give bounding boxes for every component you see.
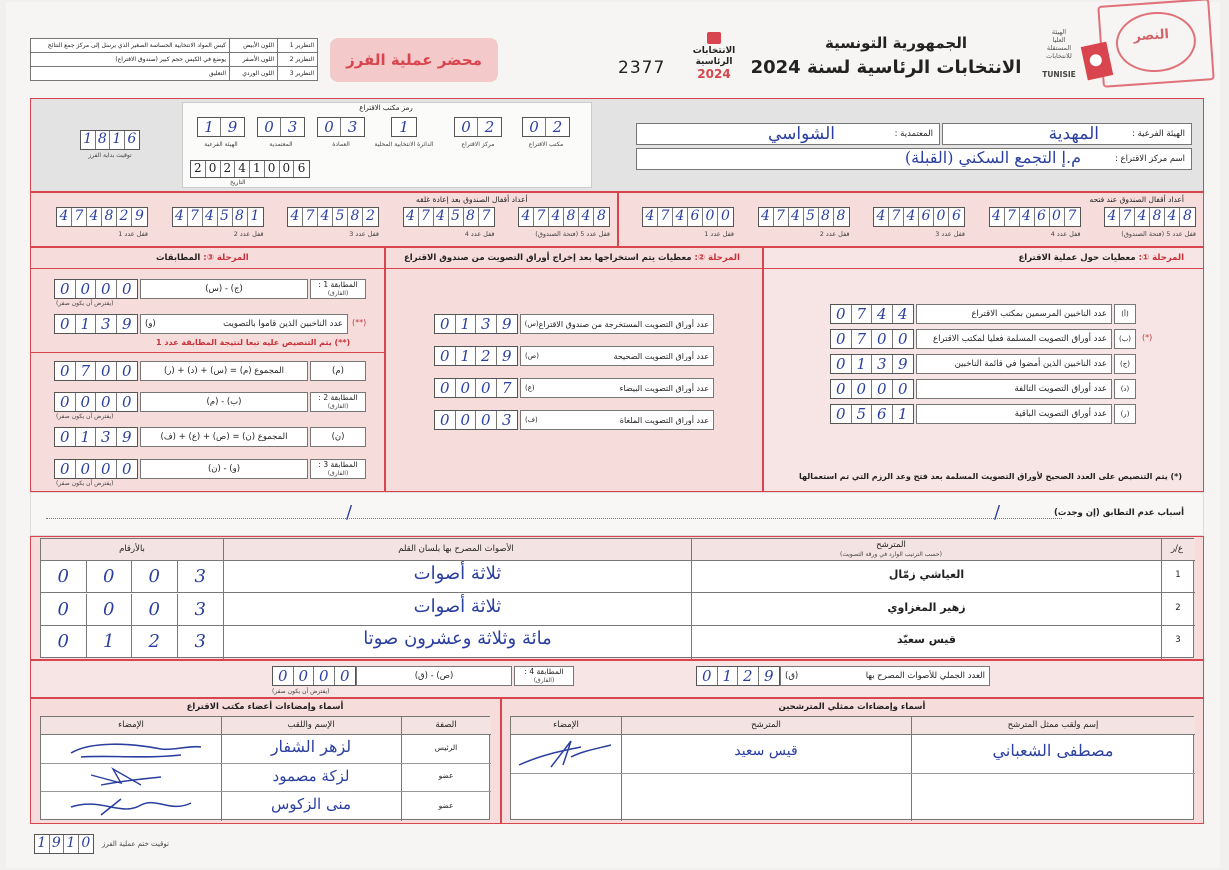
candidate-digits: 0 0 0 3 bbox=[41, 594, 223, 626]
lock-close-2: 4 7 4 5 8 1 قفل عدد 2 bbox=[170, 207, 264, 243]
voters-row: عدد الناخبين الذين قاموا بالتصويت (و) bbox=[140, 314, 348, 334]
col-num: ع/ر bbox=[1170, 544, 1183, 554]
stage1-letter: (ب) bbox=[1118, 335, 1132, 343]
lock-label: قفل عدد 3 bbox=[349, 230, 379, 238]
stage1-letter: (د) bbox=[1120, 385, 1130, 393]
end-time-label: توقيت ختم عملية الفرز bbox=[102, 840, 169, 848]
voters-mark: (**) bbox=[352, 318, 367, 327]
m4-value: 0 0 0 0 bbox=[272, 666, 356, 686]
col-name: المترشح (حسب الترتيب الوارد في ورقة التصويت) bbox=[840, 540, 942, 558]
stage1-label: عدد أوراق التصويت المسلمة فعليا لمكتب الاقتراع bbox=[933, 334, 1107, 344]
member-role: الرئيس bbox=[434, 743, 458, 752]
total-row: العدد الجملي للأصوات المصرح بها (ق) bbox=[780, 666, 990, 686]
stage1-value: 0 0 0 0 bbox=[830, 379, 914, 399]
stage1-row bbox=[796, 329, 1153, 349]
stage1-value: 0 7 0 0 bbox=[830, 329, 914, 349]
lock-label: قفل عدد 5 (فتحة الصندوق) bbox=[535, 230, 610, 238]
stage1-row bbox=[796, 379, 1136, 399]
candidate-num: 1 bbox=[1175, 570, 1181, 580]
stage2-label: عدد أوراق التصويت الملغاة bbox=[619, 415, 709, 425]
voters-value: 0 1 3 9 bbox=[54, 314, 138, 334]
stage3-title: المرحلة ③: المطابقات bbox=[156, 253, 249, 263]
lock-label: قفل عدد 5 (فتحة الصندوق) bbox=[1121, 230, 1196, 238]
packing-table bbox=[30, 38, 318, 81]
stage1-value: 0 1 3 9 bbox=[830, 354, 914, 374]
lock-label: قفل عدد 1 bbox=[704, 230, 734, 238]
candidate-words: ثلاثة أصوات bbox=[413, 595, 502, 617]
isie-lines: الهيئة العليا المستقلة للانتخابات bbox=[1046, 28, 1072, 60]
rep-candidate: قيس سعيد bbox=[734, 743, 798, 759]
code-group: 0 2 مكتب الاقتراع bbox=[510, 117, 582, 148]
reps-col-candidate: المترشح bbox=[751, 720, 781, 730]
stage2-value: 0 0 0 7 bbox=[434, 378, 518, 398]
lock-close-3: 4 7 4 5 8 2 قفل عدد 3 bbox=[285, 207, 379, 243]
candidate-num: 3 bbox=[1175, 635, 1181, 646]
reps-title: أسماء وإمضاءات ممثلي المترشحين bbox=[778, 702, 926, 712]
col-digits: بالأرقام bbox=[119, 544, 145, 554]
candidate-name: قيس سعيّد bbox=[897, 633, 956, 647]
member-signature bbox=[61, 793, 201, 821]
stage1-label: عدد أوراق التصويت التالفة bbox=[1014, 384, 1107, 394]
republic-heading: الجمهورية التونسية bbox=[825, 34, 967, 52]
stamp bbox=[1097, 0, 1214, 88]
mismatch-value-2: / bbox=[994, 502, 1001, 523]
stage2-label: عدد أوراق التصويت المستخرجة من صندوق الاقتراع bbox=[538, 319, 709, 329]
branch-field: الهيئة الفرعية : المهدية bbox=[942, 123, 1192, 145]
member-role: عضو bbox=[438, 801, 454, 810]
m1-formula: (ج) - (س) bbox=[140, 279, 308, 299]
stage2-row bbox=[430, 346, 714, 366]
col-words: الأصوات المصرح بها بلسان القلم bbox=[398, 544, 514, 554]
candidate-num: 2 bbox=[1175, 602, 1181, 613]
lock-open-4: 4 7 4 6 0 7 قفل عدد 4 bbox=[987, 207, 1081, 243]
stage2-row bbox=[430, 378, 714, 398]
lock-label: قفل عدد 4 bbox=[1050, 230, 1081, 238]
candidate-row bbox=[41, 594, 1195, 626]
lock-label: قفل عدد 3 bbox=[935, 230, 965, 238]
m3-value: 0 0 0 0 bbox=[54, 459, 138, 479]
stage1-label: عدد الناخبين المرسمين بمكتب الاقتراع bbox=[971, 309, 1107, 319]
m4-formula: (ص) - (ق) bbox=[356, 666, 512, 686]
lock-close-4: 4 7 4 5 8 7 قفل عدد 4 bbox=[401, 207, 495, 243]
delegation-field: المعتمدية : الشواسي bbox=[636, 123, 940, 145]
candidate-words: ثلاثة أصوات bbox=[413, 563, 502, 584]
candidate-row bbox=[41, 561, 1195, 593]
lock-close-5: 4 7 4 8 4 8 قفل عدد 5 (فتحة الصندوق) bbox=[516, 207, 610, 243]
m3-label: المطابقة 3 : (الفارق) bbox=[310, 459, 366, 479]
totals-row bbox=[30, 660, 1204, 698]
stage2-label: عدد أوراق التصويت البيضاء bbox=[619, 383, 709, 393]
m2-label: المطابقة 2 : (الفارق) bbox=[310, 392, 366, 412]
election-title: الانتخابات الرئاسية لسنة 2024 bbox=[750, 57, 1022, 78]
code-group: 0 3 العمادة bbox=[306, 117, 376, 148]
reps-col-sign: الإمضاء bbox=[553, 720, 579, 730]
station-code-label: رمز مكتب الاقتراع bbox=[359, 104, 413, 112]
member-role: عضو bbox=[438, 771, 454, 780]
stage1-title: المرحلة ①: معطيات حول عملية الاقتراع bbox=[1018, 253, 1184, 263]
packing-row: التظرير 3 اللون الوردي التعليق bbox=[31, 67, 318, 81]
members-col-sign: الإمضاء bbox=[118, 720, 144, 730]
stage1-letter: (أ) bbox=[1121, 310, 1129, 318]
stage2-label: عدد أوراق التصويت الصحيحة bbox=[613, 351, 709, 361]
sum-m-formula: المجموع (م) = (س) + (د) + (ر) bbox=[140, 361, 308, 381]
stage2-value: 0 1 2 9 bbox=[434, 346, 518, 366]
stage1-label: عدد أوراق التصويت الباقية bbox=[1014, 409, 1107, 419]
locks-open-title: أعداد أقفال الصندوق عند فتحه bbox=[1089, 195, 1184, 204]
stage1-letter: (ج) bbox=[1120, 360, 1130, 368]
end-time-digits: 1 9 1 0 bbox=[34, 834, 94, 854]
sum-n-formula: المجموع (ن) = (ص) + (ع) + (ف) bbox=[140, 427, 308, 447]
members-col-role: الصفة bbox=[435, 720, 457, 730]
members-table bbox=[40, 716, 490, 820]
m2-formula: (ب) - (م) bbox=[140, 392, 308, 412]
sum-n-letter: (ن) bbox=[310, 427, 366, 447]
locks-close-row bbox=[54, 207, 610, 243]
election-logo: الانتخابات الرئاسية 2024 bbox=[686, 32, 742, 90]
stage3-note2: (**) يتم التنصيص عليه تبعا لنتيجة المطابقة عدد 1 bbox=[156, 338, 351, 347]
lock-open-2: 4 7 4 5 8 8 قفل عدد 2 bbox=[756, 207, 850, 243]
mismatch-label: أسباب عدم التطابق (إن وجدت) bbox=[1054, 508, 1184, 518]
packing-row: التظرير 1 اللون الأبيض كيس المواد الانتخابية الحساسة الصغير الذي يرسل إلى مركز جمع النتائج bbox=[31, 39, 318, 53]
m2-value: 0 0 0 0 bbox=[54, 392, 138, 412]
m2-allowed: (يفترض أن يكون صفر) bbox=[56, 413, 114, 420]
candidate-name: العياشي زمّال bbox=[888, 568, 965, 581]
members-title: أسماء وإمضاءات أعضاء مكتب الاقتراع bbox=[186, 702, 344, 712]
start-time-digits: 1 8 1 6 bbox=[80, 130, 140, 150]
stage1-label: عدد الناخبين الذين أمضوا في قائمة الناخبين bbox=[954, 359, 1107, 369]
code-group: 1 9 الهيئة الفرعية bbox=[186, 117, 256, 148]
lock-label: قفل عدد 2 bbox=[233, 230, 264, 238]
lock-open-5: 4 7 4 8 4 8 قفل عدد 5 (فتحة الصندوق) bbox=[1102, 207, 1196, 243]
locks-close-title: أعداد أقفال الصندوق بعد إعادة غلقه bbox=[416, 195, 528, 204]
code-group: 0 2 مركز الاقتراع bbox=[442, 117, 514, 148]
stage2-letter: (ف) bbox=[525, 416, 538, 424]
stage1-letter: (ر) bbox=[1120, 410, 1130, 418]
stage2-row bbox=[430, 314, 714, 334]
m3-allowed: (يفترض أن يكون صفر) bbox=[56, 480, 114, 487]
lock-label: قفل عدد 4 bbox=[464, 230, 495, 238]
stage1-note: (*) يتم التنصيص على العدد الصحيح لأوراق التصويت المسلمة بعد فتح وعد الرزم التي تم استعمالها bbox=[798, 472, 1182, 481]
member-name: لزكة مصمود bbox=[272, 767, 350, 785]
sum-m-letter: (م) bbox=[310, 361, 366, 381]
stage2-letter: (س) bbox=[524, 320, 539, 328]
member-name: لزهر الشفار bbox=[270, 737, 352, 756]
reps-table bbox=[510, 716, 1194, 820]
date-label: التاريخ bbox=[230, 179, 246, 186]
stage1-value: 0 5 6 1 bbox=[830, 404, 914, 424]
stage1-row bbox=[796, 304, 1136, 324]
code-group: 1 الدائرة الانتخابية المحلية bbox=[374, 118, 434, 148]
sum-n-value: 0 1 3 9 bbox=[54, 427, 138, 447]
stage2-value: 0 0 0 3 bbox=[434, 410, 518, 430]
stage2-value: 0 1 3 9 bbox=[434, 314, 518, 334]
m4-label: المطابقة 4 : (الفارق) bbox=[514, 666, 574, 686]
m1-value: 0 0 0 0 bbox=[54, 279, 138, 299]
packing-row: التظرير 2 اللون الأصفر يوضع في الكيس حجم كبير (صندوق الاقتراع) bbox=[31, 53, 318, 67]
sum-m-value: 0 7 0 0 bbox=[54, 361, 138, 381]
mismatch-value-1: / bbox=[346, 502, 353, 523]
stage1-row bbox=[796, 354, 1136, 374]
rep-name: مصطفى الشعباني bbox=[992, 741, 1114, 760]
m4-note: (يفترض أن يكون صفر) bbox=[272, 688, 330, 695]
stage1-value: 0 7 4 4 bbox=[830, 304, 914, 324]
candidate-digits: 0 0 0 3 bbox=[41, 561, 223, 593]
members-col-name: الإسم واللقب bbox=[287, 720, 335, 730]
stamp-text: النصر bbox=[1133, 27, 1170, 45]
form-page bbox=[6, 2, 1220, 868]
form-number: 2377 bbox=[618, 58, 666, 78]
mismatch-row bbox=[30, 492, 1204, 536]
center-field: اسم مركز الاقتراع : م.إ التجمع السكني (القبلة) bbox=[636, 148, 1192, 170]
start-time-label: توقيت بداية الفرز bbox=[88, 152, 132, 159]
stage1-mark: (*) bbox=[1142, 333, 1153, 342]
stage2-title: المرحلة ②: معطيات يتم استخراجها بعد إخراج أوراق التصويت من صندوق الاقتراع bbox=[404, 253, 740, 263]
candidate-digits: 0 1 2 3 bbox=[41, 626, 223, 658]
stage2-letter: (ص) bbox=[525, 352, 539, 360]
m1-label: المطابقة 1 : (الفارق) bbox=[310, 279, 366, 299]
lock-label: قفل عدد 2 bbox=[819, 230, 850, 238]
code-group: 0 3 المعتمدية bbox=[246, 117, 316, 148]
rep-signature bbox=[511, 737, 621, 773]
m1-allowed: (يفترض أن يكون صفر) bbox=[56, 300, 114, 307]
reps-col-name: إسم ولقب ممثل المترشح bbox=[1007, 720, 1099, 730]
candidate-name: زهير المغزاوي bbox=[887, 600, 966, 614]
m3-formula: (و) - (ن) bbox=[140, 459, 308, 479]
report-title: محضر عملية الفرز bbox=[330, 38, 498, 82]
logo-flag-icon bbox=[707, 32, 721, 44]
stage2-row bbox=[430, 410, 714, 430]
stage2-letter: (ع) bbox=[525, 384, 535, 392]
candidates-table bbox=[40, 538, 1194, 658]
total-value: 0 1 2 9 bbox=[696, 666, 780, 686]
lock-open-1: 4 7 4 6 0 0 قفل عدد 1 bbox=[640, 207, 734, 243]
member-name: منى الزكوس bbox=[270, 795, 352, 813]
candidate-row bbox=[41, 626, 1195, 658]
member-signature bbox=[51, 737, 211, 763]
candidate-words: مائة وثلاثة وعشرون صوتا bbox=[363, 628, 552, 650]
stage1-row bbox=[796, 404, 1136, 424]
lock-label: قفل عدد 1 bbox=[118, 230, 148, 238]
date-digits: 2 0 2 4 1 0 0 6 bbox=[190, 160, 310, 178]
isie-latin: TUNISIE bbox=[1042, 70, 1076, 79]
isie-logo bbox=[1036, 26, 1096, 92]
locks-open-row bbox=[640, 207, 1196, 243]
member-signature bbox=[61, 765, 181, 791]
lock-close-1: 4 7 4 8 2 9 قفل عدد 1 bbox=[54, 207, 148, 243]
lock-open-3: 4 7 4 6 0 6 قفل عدد 3 bbox=[871, 207, 965, 243]
